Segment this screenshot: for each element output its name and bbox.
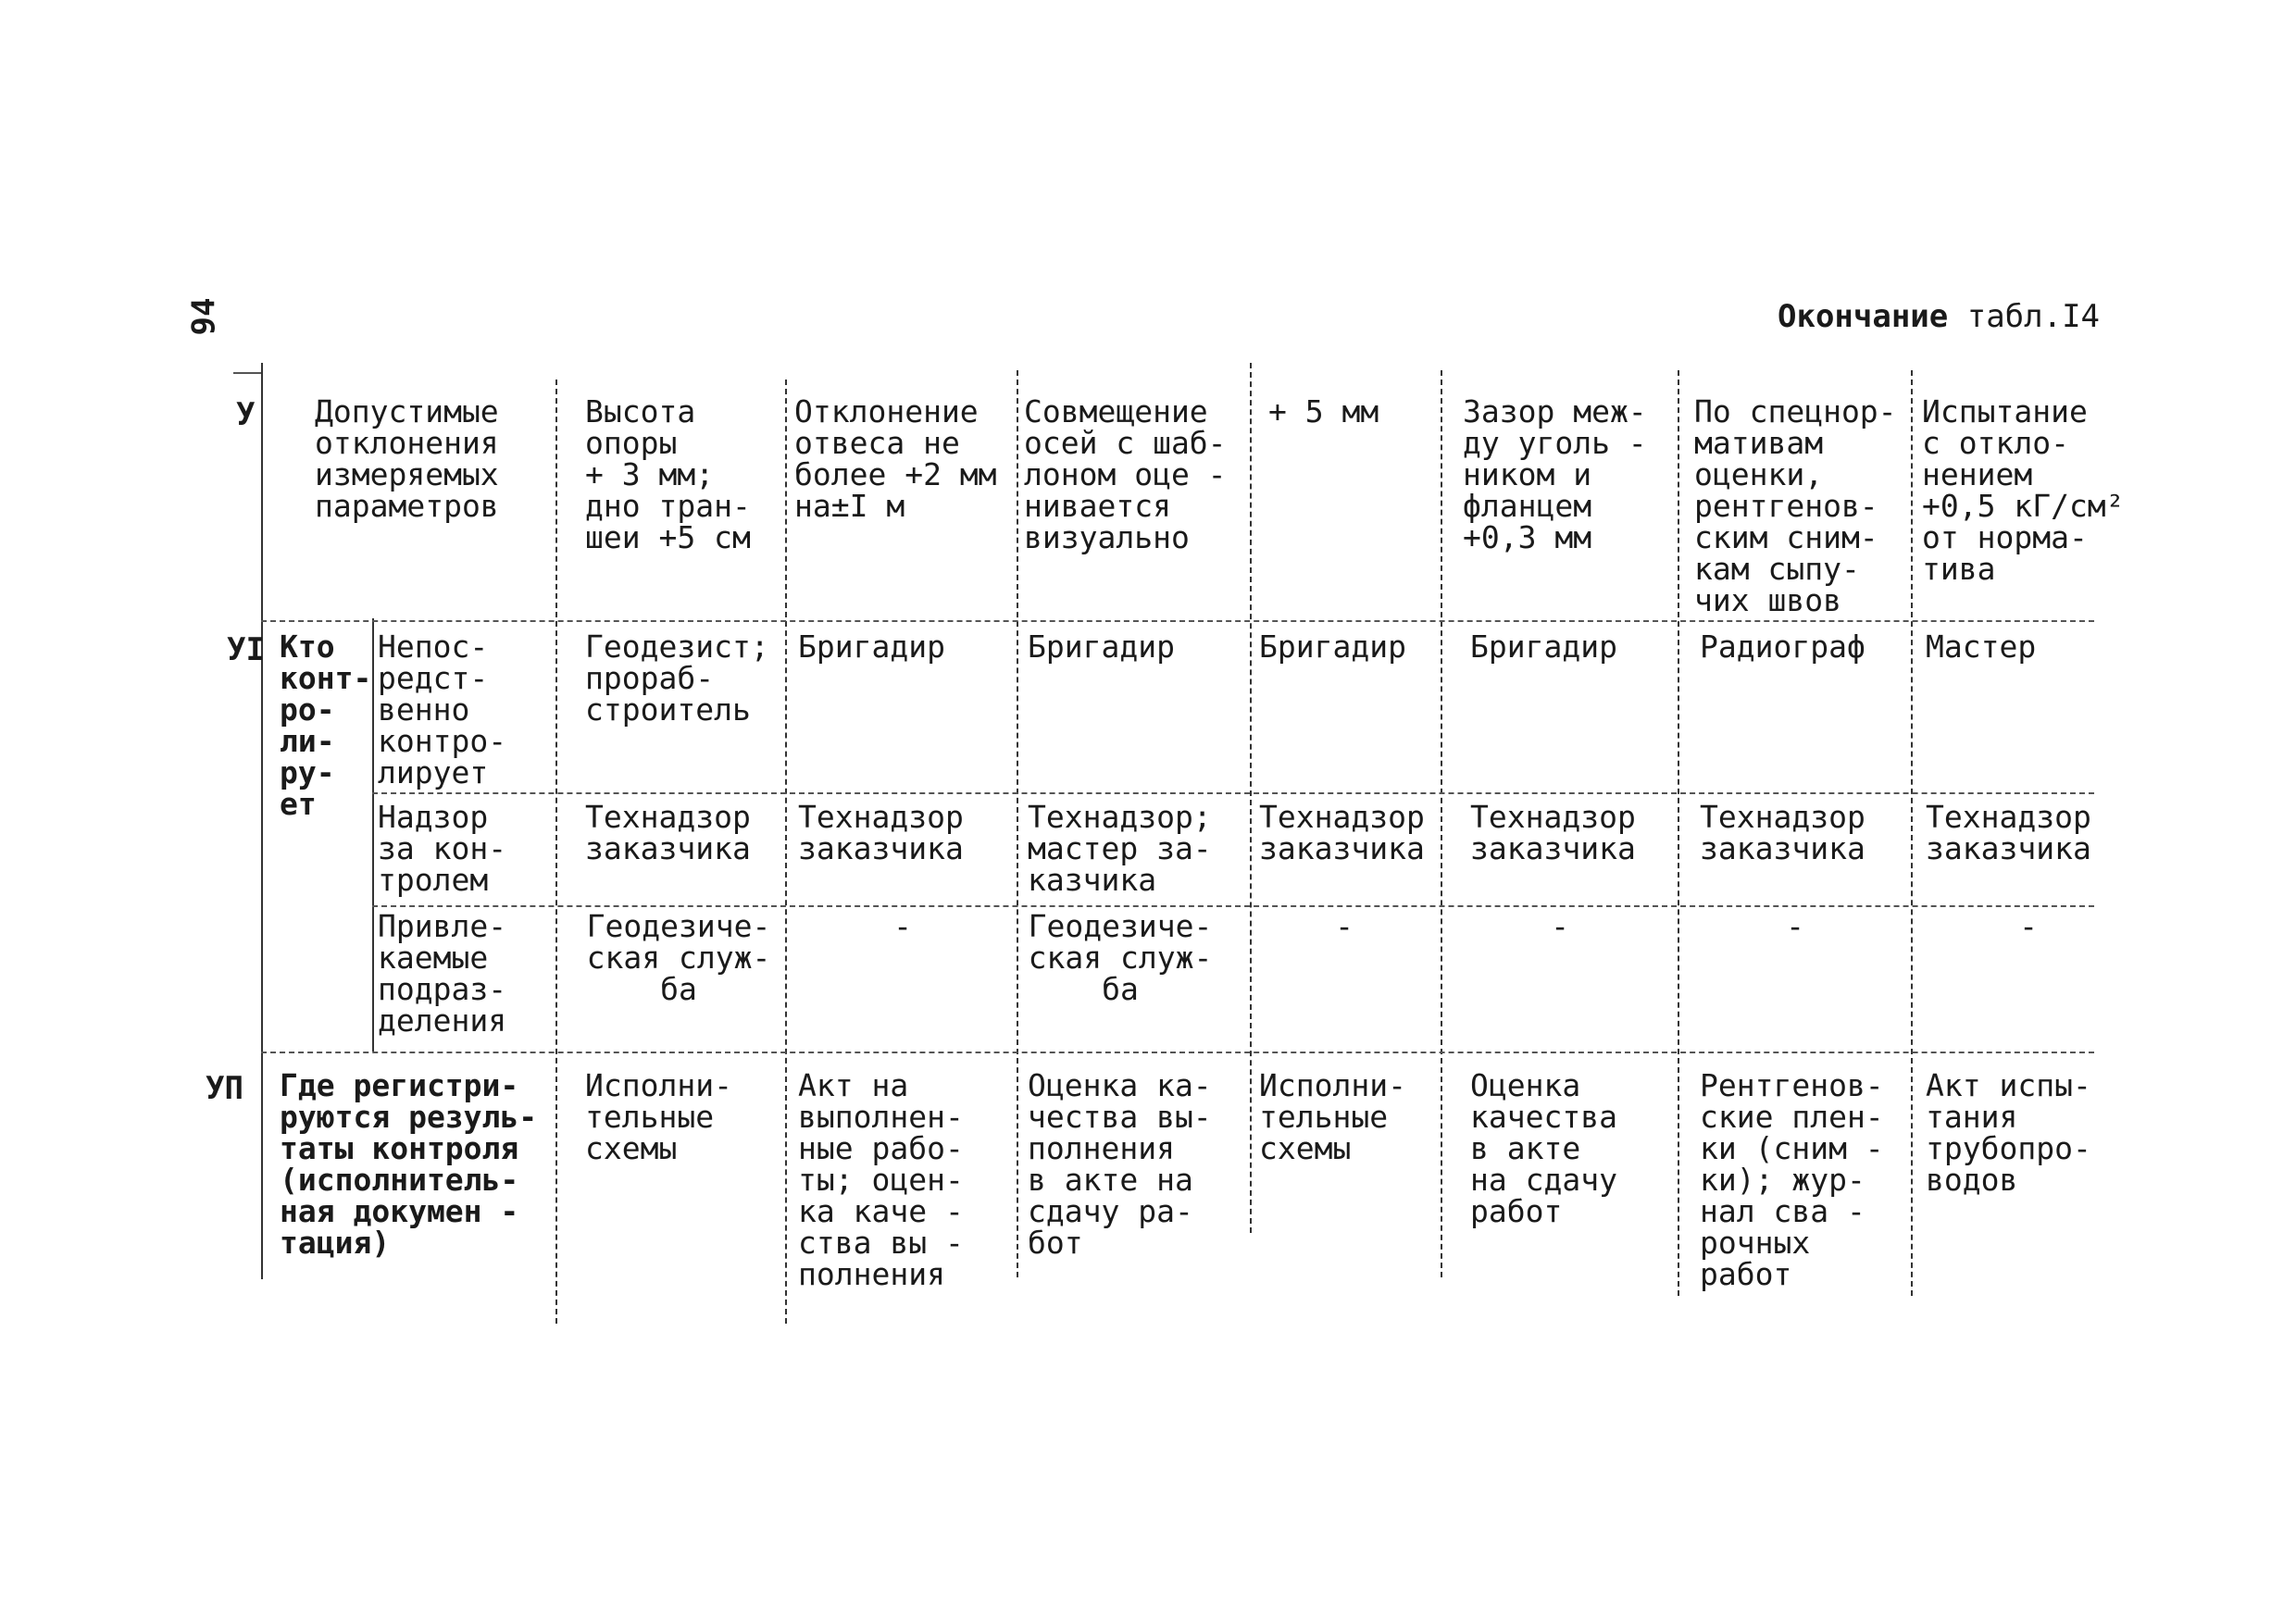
column-divider — [1441, 370, 1442, 1277]
cell: Технадзор заказчика — [798, 799, 964, 866]
row-divider — [372, 905, 2094, 907]
cell: Испытание с откло- нением +0,5 кГ/см² от норма- тива — [1922, 393, 2125, 587]
header-word: Окончание — [1778, 298, 1949, 335]
cell: Бригадир — [1028, 629, 1175, 665]
row-divider — [261, 1052, 2094, 1053]
row-divider — [261, 620, 2094, 622]
row-label: Где регистри- руются резуль- таты контроля (исполнитель- ная докумен - тация) — [280, 1067, 538, 1261]
cell: Исполни- тельные схемы — [585, 1067, 732, 1166]
column-divider — [785, 380, 787, 1324]
cell: Технадзор заказчика — [1700, 799, 1866, 866]
cell: Геодезист; прораб- строитель — [585, 629, 769, 728]
cell: По спецнор- мативам оценки, рентгенов- ским сним- кам сыпу- чих швов — [1694, 393, 1897, 618]
cell: Акт испы- тания трубопро- водов — [1926, 1067, 2091, 1198]
cell: Зазор меж- ду уголь - ником и фланцем +0,3 мм — [1463, 393, 1647, 555]
cell: - — [2019, 908, 2038, 944]
row-number: УП — [206, 1070, 243, 1107]
column-divider — [1678, 370, 1679, 1296]
cell: Технадзор заказчика — [1259, 799, 1425, 866]
cell: Технадзор; мастер за- казчика — [1028, 799, 1212, 898]
page-number: 94 — [185, 297, 223, 336]
cell: Оценка качества в акте на сдачу работ — [1470, 1067, 1617, 1229]
cell: Технадзор заказчика — [1926, 799, 2091, 866]
row-divider — [372, 792, 2094, 794]
cell: Технадзор заказчика — [1470, 799, 1636, 866]
sub-label: Надзор за кон- тролем — [378, 799, 507, 898]
cell: Высота опоры + 3 мм; дно тран- шеи +5 см — [585, 393, 751, 555]
cell: Геодезиче- ская служ- ба — [586, 908, 771, 1007]
column-divider — [1017, 370, 1018, 1277]
cell: - — [1335, 908, 1354, 944]
cell: Мастер — [1926, 629, 2037, 665]
cell: - — [893, 908, 912, 944]
cell: Бригадир — [1259, 629, 1406, 665]
cell: Совмещение осей с шаб- лоном оце - нивается визуально — [1024, 393, 1227, 555]
column-divider — [1911, 370, 1913, 1296]
cell: Оценка ка- чества вы- полнения в акте на сдачу ра- бот — [1028, 1067, 1212, 1261]
cell: Геодезиче- ская служ- ба — [1028, 908, 1213, 1007]
sub-label: Привле- каемые подраз- деления — [378, 908, 507, 1039]
cell: Рентгенов- ские плен- ки (сним - ки); жур- нал сва - рочных работ — [1700, 1067, 1884, 1292]
cell: Отклонение отвеса не более +2 мм на±I м — [794, 393, 997, 524]
row-number: У — [236, 396, 256, 433]
row-label: Кто конт- ро- ли- ру- ет — [280, 629, 372, 822]
column-divider — [1250, 363, 1252, 1233]
cell: Исполни- тельные схемы — [1259, 1067, 1406, 1166]
cell: Бригадир — [798, 629, 945, 665]
header-table-ref: табл.I4 — [1966, 298, 2101, 335]
cell: Акт на выполнен- ные рабо- ты; оцен- ка каче - ства вы - полнения — [798, 1067, 964, 1292]
row-label: Допустимые отклонения измеряемых параметров — [315, 393, 499, 524]
row-number: УI — [227, 631, 265, 668]
table-continuation-header — [1778, 298, 2100, 335]
sub-label-divider — [372, 618, 374, 1052]
cell: - — [1551, 908, 1569, 944]
cell: - — [1786, 908, 1804, 944]
cell: + 5 мм — [1268, 393, 1379, 429]
table-left-border — [261, 363, 263, 1279]
column-divider — [555, 380, 557, 1324]
sub-label: Непос- редст- венно контро- лирует — [378, 629, 507, 790]
cell: Радиограф — [1700, 629, 1866, 665]
cell: Технадзор заказчика — [585, 799, 751, 866]
table-top-border — [233, 372, 261, 374]
cell: Бригадир — [1470, 629, 1617, 665]
